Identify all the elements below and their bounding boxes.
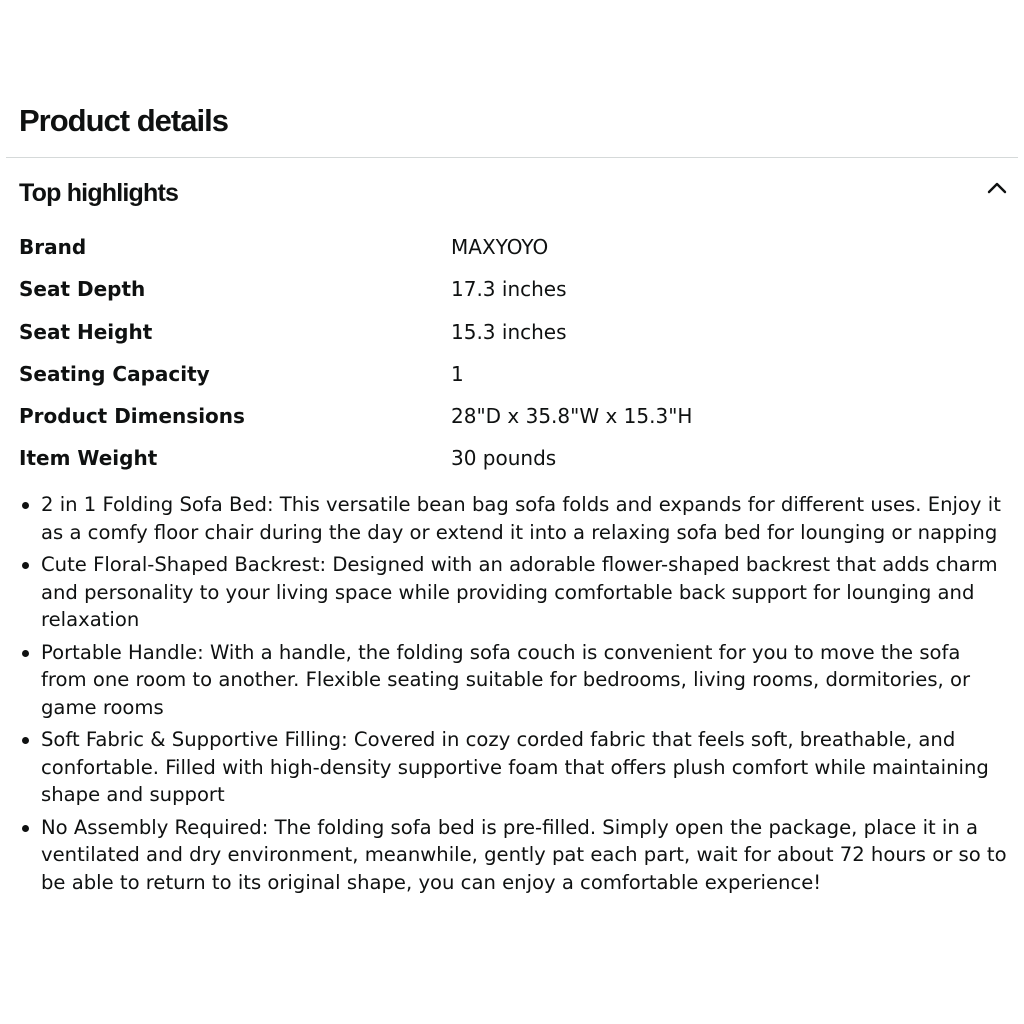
page-title: Product details	[19, 103, 228, 138]
top-highlights-toggle[interactable]	[0, 170, 1024, 216]
chevron-up-icon[interactable]	[986, 180, 1008, 194]
spec-row-seat-height	[19, 311, 999, 353]
list-item	[19, 551, 1009, 634]
spec-key: Seat Depth	[19, 277, 146, 302]
list-item	[19, 726, 1009, 809]
bullet-text: No Assembly Required: The folding sofa bed is pre-filled. Simply open the package, place it in a ventilated and dry environment, meanwhile, gently pat each part, wait for about 72 hours or so to be able to return to its original shape, you can enjoy a comfortable experience!	[41, 815, 1007, 894]
bullet-text: Portable Handle: With a handle, the folding sofa couch is convenient for you to move the sofa from one room to another. Flexible seating suitable for bedrooms, living rooms, dormitories, or game rooms	[41, 640, 971, 719]
list-item	[19, 491, 1009, 546]
spec-value: 1	[451, 361, 464, 386]
spec-value: 15.3 inches	[451, 319, 567, 344]
bullet-dot-icon	[22, 825, 29, 832]
bullet-dot-icon	[22, 737, 29, 744]
bullet-text: 2 in 1 Folding Sofa Bed: This versatile bean bag sofa folds and expands for different uses. Enjoy it as a comfy floor chair during the day or extend it into a relaxing sofa bed for lounging or napping	[41, 493, 1001, 544]
specs-table	[19, 226, 999, 480]
spec-row-product-dimensions	[19, 395, 999, 437]
feature-bullets	[19, 491, 1009, 901]
spec-key: Item Weight	[19, 446, 158, 471]
spec-value: 17.3 inches	[451, 277, 567, 302]
bullet-dot-icon	[22, 562, 29, 569]
section-divider	[6, 157, 1018, 158]
spec-key: Brand	[19, 235, 87, 259]
spec-row-brand	[19, 226, 999, 268]
list-item	[19, 814, 1009, 897]
spec-value: MAXYOYO	[451, 235, 549, 259]
bullet-text: Soft Fabric & Supportive Filling: Covered in cozy corded fabric that feels soft, breathable, and confortable. Filled with high-density supportive foam that offers plush comfort while maintaining shape and support	[41, 728, 989, 806]
spec-key: Seating Capacity	[19, 361, 210, 386]
list-item	[19, 639, 1009, 722]
bullet-dot-icon	[22, 650, 29, 657]
spec-key: Seat Height	[19, 319, 153, 344]
spec-row-seating-capacity	[19, 353, 999, 395]
spec-key: Product Dimensions	[19, 404, 245, 429]
spec-row-seat-depth	[19, 268, 999, 310]
bullet-dot-icon	[22, 502, 29, 509]
spec-value: 28"D x 35.8"W x 15.3"H	[451, 404, 693, 429]
bullet-text: Cute Floral-Shaped Backrest: Designed with an adorable flower-shaped backrest that adds charm and personality to your living space while providing comfortable back support for lounging and relaxation	[41, 553, 998, 631]
spec-value: 30 pounds	[451, 446, 557, 471]
section-title: Top highlights	[19, 179, 179, 207]
spec-row-item-weight	[19, 437, 999, 479]
